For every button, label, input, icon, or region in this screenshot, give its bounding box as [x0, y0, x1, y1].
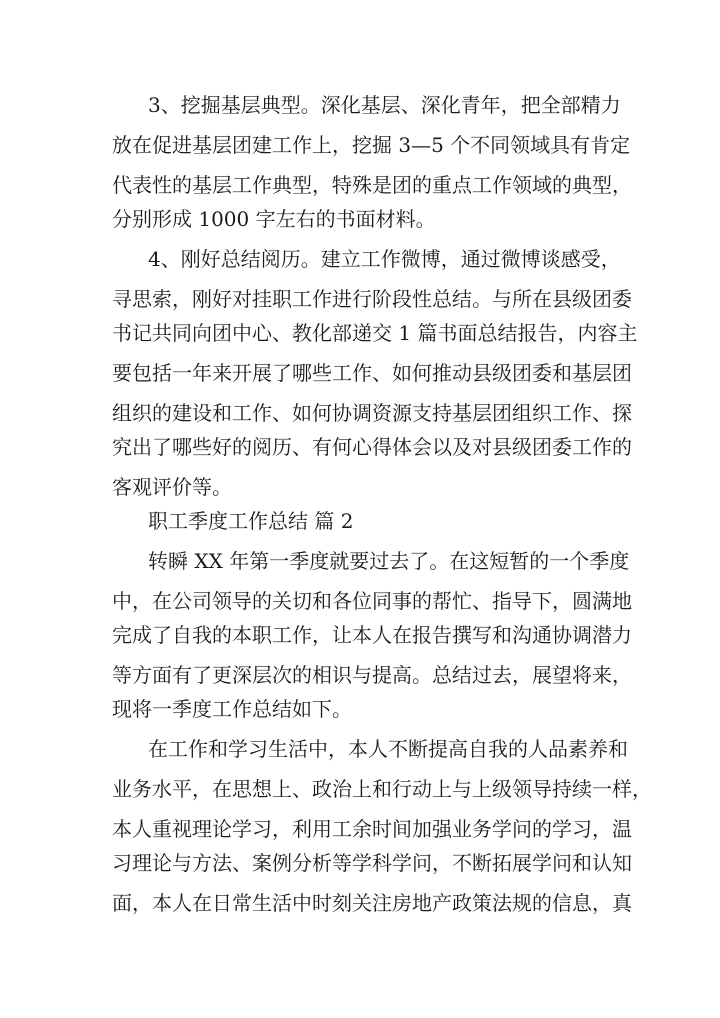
paragraph-line: 现将一季度工作总结如下。 [112, 697, 352, 721]
paragraph-line: 分别形成 1000 字左右的书面材料。 [112, 207, 436, 231]
paragraph-line: 在工作和学习生活中，本人不断提高自我的人品素养和 [148, 737, 628, 761]
paragraph-line: 转瞬 XX 年第一季度就要过去了。在这短暂的一个季度 [148, 549, 630, 573]
paragraph-line: 3、挖掘基层典型。深化基层、深化青年，把全部精力 [148, 93, 621, 117]
paragraph-line: 面，本人在日常生活中时刻关注房地产政策法规的信息，真 [112, 891, 632, 915]
paragraph-line: 等方面有了更深层次的相识与提高。总结过去，展望将来， [112, 663, 632, 687]
paragraph-line: 完成了自我的本职工作，让本人在报告撰写和沟通协调潜力 [112, 623, 632, 647]
paragraph-line: 4、刚好总结阅历。建立工作微博，通过微博谈感受， [148, 247, 621, 271]
section-title: 职工季度工作总结 篇 2 [148, 509, 354, 533]
paragraph-line: 放在促进基层团建工作上，挖掘 3—5 个不同领域具有肯定 [112, 133, 631, 157]
paragraph-line: 寻思索，刚好对挂职工作进行阶段性总结。与所在县级团委 [112, 287, 632, 311]
paragraph-line: 代表性的基层工作典型，特殊是团的重点工作领域的典型， [112, 173, 632, 197]
paragraph-line: 本人重视理论学习，利用工余时间加强业务学问的学习，温 [112, 817, 632, 841]
paragraph-line: 要包括一年来开展了哪些工作、如何推动县级团委和基层团 [112, 361, 632, 385]
paragraph-line: 客观评价等。 [112, 475, 232, 499]
paragraph-line: 业务水平，在思想上、政治上和行动上与上级领导持续一样， [112, 777, 652, 801]
paragraph-line: 中，在公司领导的关切和各位同事的帮忙、指导下，圆满地 [112, 589, 632, 613]
paragraph-line: 习理论与方法、案例分析等学科学问，不断拓展学问和认知 [112, 851, 632, 875]
paragraph-line: 究出了哪些好的阅历、有何心得体会以及对县级团委工作的 [112, 435, 632, 459]
paragraph-line: 组织的建设和工作、如何协调资源支持基层团组织工作、探 [112, 401, 632, 425]
paragraph-line: 书记共同向团中心、教化部递交 1 篇书面总结报告，内容主 [112, 321, 638, 345]
